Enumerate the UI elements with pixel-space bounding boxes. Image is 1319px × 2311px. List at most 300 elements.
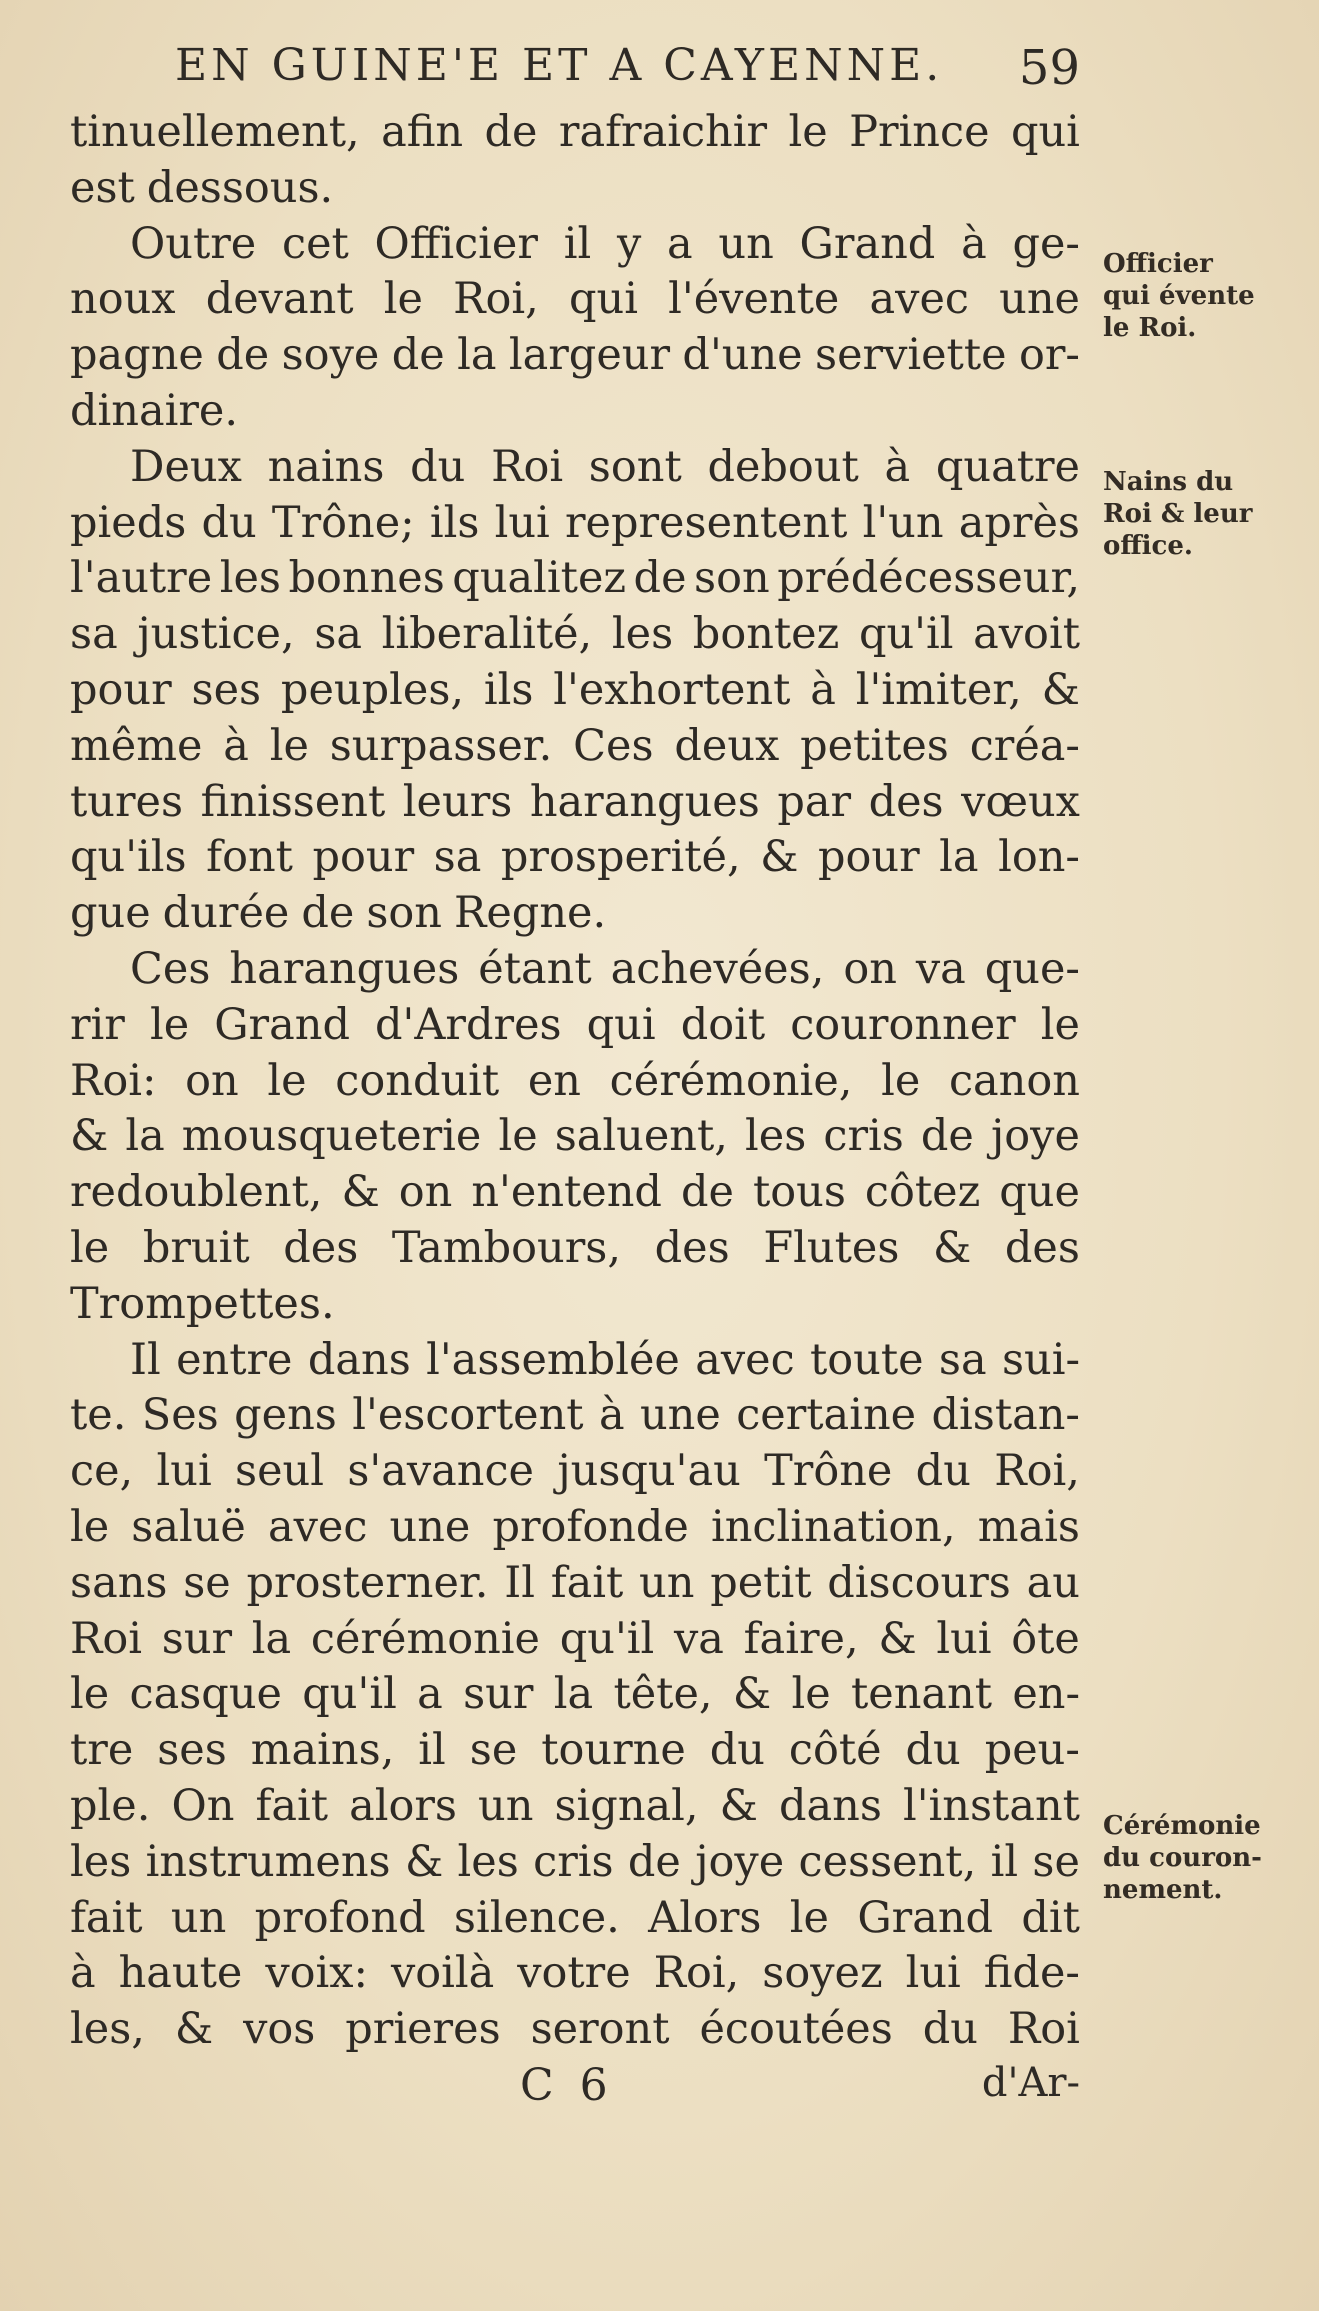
margin-note-line: Roi & leur: [1103, 499, 1253, 529]
word: créa-: [969, 720, 1080, 771]
word: ils: [483, 664, 534, 715]
word: soye: [281, 330, 380, 381]
word: silence.: [453, 1892, 620, 1943]
word: sa: [70, 609, 118, 660]
word: fait: [550, 1557, 624, 1608]
word: une: [639, 1390, 721, 1441]
word: des: [868, 776, 944, 827]
word: profond: [254, 1892, 426, 1943]
word: fide-: [983, 1948, 1080, 1999]
word: peu-: [984, 1725, 1080, 1776]
word: n'entend: [471, 1167, 662, 1218]
word: Grand: [857, 1892, 994, 1943]
word: dit: [1021, 1892, 1080, 1943]
word: on: [843, 943, 897, 994]
word: signal,: [554, 1780, 699, 1831]
word: des: [283, 1222, 359, 1273]
word: la: [939, 832, 979, 883]
word: Grand: [799, 218, 936, 269]
word: joye: [695, 1836, 785, 1887]
word: sur: [463, 1669, 534, 1720]
margin-note-line: Officier: [1103, 249, 1213, 279]
word: d'Ardres: [375, 999, 562, 1050]
word: deux: [674, 720, 780, 771]
text-line: [70, 105, 1080, 161]
word: bontez: [692, 609, 840, 660]
word: prédécesseur,: [777, 553, 1080, 604]
word: l'un: [862, 497, 944, 548]
word: à: [598, 1390, 625, 1441]
word: du: [915, 1446, 971, 1497]
word: une: [999, 274, 1080, 325]
word: Prince: [849, 107, 990, 157]
word: le: [789, 1892, 829, 1943]
word: tourne: [541, 1725, 686, 1776]
word: tinuellement,: [70, 107, 360, 157]
word: de: [301, 888, 355, 939]
word: l'imiter,: [855, 664, 1022, 715]
text-line: [70, 2002, 1080, 2058]
word: les,: [70, 2004, 145, 2055]
word: cérémonie,: [609, 1055, 853, 1106]
word: fait: [70, 1892, 143, 1943]
word: toute: [809, 1334, 924, 1385]
word: votre: [517, 1948, 631, 1999]
word: saluent,: [554, 1111, 728, 1162]
word: du: [922, 2004, 978, 2055]
word: profonde: [492, 1501, 689, 1552]
word: joye: [990, 1111, 1080, 1162]
word: &: [732, 1669, 772, 1720]
text-line: [70, 1835, 1080, 1891]
word: que-: [984, 943, 1080, 994]
text-line: [70, 942, 1080, 998]
word: discours: [827, 1557, 1011, 1608]
word: se: [1032, 1836, 1080, 1887]
word: vos: [243, 2004, 316, 2055]
body-text: [70, 105, 1080, 2058]
word: Roi: [491, 441, 564, 492]
word: Il: [130, 1334, 161, 1385]
word: le: [70, 1669, 110, 1720]
word: mousqueterie: [181, 1111, 482, 1162]
word: à: [70, 1948, 96, 1999]
word: de: [627, 1836, 681, 1887]
word: Tambours,: [391, 1222, 622, 1273]
word: le: [149, 999, 190, 1050]
word: &: [341, 1167, 380, 1218]
word: l'exhortent: [553, 664, 791, 715]
margin-note-nains: [1103, 466, 1252, 562]
word: Roi: [70, 1613, 143, 1664]
word: y: [616, 218, 642, 269]
word: un: [478, 1780, 534, 1831]
word: Trône: [764, 1446, 893, 1497]
word: tête,: [613, 1669, 713, 1720]
word: &: [174, 2004, 214, 2055]
text-line: [70, 719, 1080, 775]
word: ce,: [70, 1446, 134, 1497]
word: en: [527, 1055, 582, 1106]
word: pour: [817, 832, 920, 883]
word: cérémonie: [310, 1613, 540, 1664]
word: il: [990, 1836, 1019, 1887]
word: Roi,: [994, 1446, 1080, 1497]
word: gue: [70, 888, 151, 939]
word: le: [498, 1111, 538, 1162]
text-line: [70, 1109, 1080, 1165]
word: du: [709, 1725, 765, 1776]
word: serviette: [815, 330, 1007, 381]
word: mains,: [250, 1725, 395, 1776]
text-line: [70, 217, 1080, 273]
word: largeur: [508, 330, 671, 381]
word: or-: [1018, 330, 1080, 381]
word: à: [961, 218, 987, 269]
word: Regne.: [453, 888, 607, 939]
word: Ses: [141, 1390, 219, 1441]
word: écoutées: [699, 2004, 893, 2055]
text-line: [70, 1556, 1080, 1612]
signature-mark: C 6: [520, 2060, 614, 2111]
word: que: [999, 1167, 1080, 1218]
word: de: [920, 1111, 974, 1162]
word: quatre: [935, 441, 1080, 492]
word: Roi,: [653, 1948, 740, 1999]
word: à: [884, 441, 911, 492]
word: petit: [710, 1557, 812, 1608]
word: qu'il: [858, 609, 954, 660]
word: étant: [478, 943, 592, 994]
word: nains: [267, 441, 385, 492]
word: le: [267, 1055, 307, 1106]
word: gens: [234, 1390, 337, 1441]
text-line: [70, 830, 1080, 886]
word: canon: [948, 1055, 1080, 1106]
margin-note-ceremonie: [1103, 1810, 1262, 1906]
word: prieres: [345, 2004, 501, 2055]
word: l'escortent: [352, 1390, 584, 1441]
word: pagne: [70, 330, 204, 381]
word: par: [777, 776, 852, 827]
word: representent: [564, 497, 848, 548]
word: &: [1041, 664, 1080, 715]
word: son: [694, 553, 770, 604]
word: au: [1026, 1557, 1080, 1608]
word: le: [70, 1222, 110, 1273]
word: &: [404, 1836, 444, 1887]
word: la: [457, 330, 497, 381]
word: le: [383, 274, 423, 325]
word: harangues: [229, 943, 460, 994]
margin-note-officier: [1103, 248, 1255, 344]
word: il: [563, 218, 592, 269]
word: sur: [161, 1613, 233, 1664]
word: les: [70, 1836, 132, 1887]
word: à: [810, 664, 836, 715]
word: te.: [70, 1390, 127, 1441]
word: un: [639, 1557, 695, 1608]
word: sans: [70, 1557, 168, 1608]
word: Roi,: [453, 274, 539, 325]
page-number: 59: [1018, 40, 1080, 96]
word: alors: [349, 1780, 457, 1831]
word: dessous.: [146, 162, 334, 213]
word: devant: [205, 274, 354, 325]
word: d'une: [682, 330, 803, 381]
word: pour: [70, 664, 172, 715]
word: bonnes: [288, 553, 445, 604]
margin-note-line: qui évente: [1103, 281, 1255, 311]
word: les: [219, 553, 281, 604]
text-line: [70, 886, 1080, 942]
text-line: [70, 1054, 1080, 1110]
word: noux: [70, 274, 176, 325]
text-line: [70, 384, 1080, 440]
word: même: [70, 720, 203, 771]
word: tous: [752, 1167, 846, 1218]
word: Ces: [573, 720, 654, 771]
text-line: [70, 1667, 1080, 1723]
word: pieds: [70, 497, 187, 548]
word: instrumens: [145, 1836, 391, 1887]
word: se: [183, 1557, 231, 1608]
word: &: [933, 1222, 972, 1273]
word: durée: [162, 888, 290, 939]
word: sa: [433, 832, 482, 883]
text-line: [70, 496, 1080, 552]
word: justice,: [137, 609, 295, 660]
word: voix:: [265, 1948, 368, 1999]
margin-note-line: nement.: [1103, 1875, 1223, 1905]
word: distan-: [931, 1390, 1080, 1441]
word: haute: [118, 1948, 243, 1999]
word: avoit: [973, 609, 1080, 660]
margin-note-line: Cérémonie: [1103, 1811, 1261, 1841]
word: saluë: [131, 1501, 246, 1552]
word: de: [216, 330, 270, 381]
word: Roi:: [70, 1055, 157, 1106]
text-line: [70, 1277, 1080, 1333]
word: voilà: [390, 1948, 495, 1999]
word: les: [457, 1836, 519, 1887]
word: le: [70, 1501, 110, 1552]
text-line: [70, 1444, 1080, 1500]
word: lui: [905, 1948, 961, 1999]
word: lui: [494, 497, 550, 548]
word: soyez: [762, 1948, 883, 1999]
word: jusqu'au: [557, 1446, 741, 1497]
word: qualitez: [452, 553, 627, 604]
word: ils: [429, 497, 480, 548]
word: a: [667, 218, 693, 269]
word: afin: [381, 107, 464, 157]
word: lon-: [998, 832, 1080, 883]
word: Outre: [130, 218, 257, 269]
text-line: [70, 440, 1080, 496]
word: mais: [977, 1501, 1080, 1552]
word: rafraichir: [558, 107, 768, 157]
word: Roi: [1007, 2004, 1080, 2055]
word: harangues: [529, 776, 760, 827]
word: qui: [1010, 107, 1080, 157]
text-line: [70, 1946, 1080, 2002]
word: &: [760, 832, 799, 883]
word: tenant: [850, 1669, 993, 1720]
word: les: [745, 1111, 807, 1162]
word: ses: [191, 664, 262, 715]
text-line: [70, 1612, 1080, 1668]
word: dinaire.: [70, 385, 239, 436]
word: sui-: [1001, 1334, 1080, 1385]
word: Trône;: [271, 497, 415, 548]
word: Ces: [130, 943, 211, 994]
word: avec: [869, 274, 969, 325]
word: tures: [70, 776, 184, 827]
text-line: [70, 1221, 1080, 1277]
word: des: [654, 1222, 730, 1273]
word: ge-: [1012, 218, 1080, 269]
word: Alors: [648, 1892, 762, 1943]
text-line: [70, 1500, 1080, 1556]
word: qui: [569, 274, 638, 325]
word: &: [719, 1780, 758, 1831]
word: du: [905, 1725, 961, 1776]
word: fait: [255, 1780, 329, 1831]
word: prosterner.: [246, 1557, 489, 1608]
word: avec: [695, 1334, 795, 1385]
word: pour: [312, 832, 415, 883]
word: redoublent,: [70, 1167, 323, 1218]
word: l'instant: [902, 1780, 1080, 1831]
word: leurs: [402, 776, 513, 827]
word: en-: [1012, 1669, 1080, 1720]
word: son: [366, 888, 442, 939]
word: Trompettes.: [70, 1278, 335, 1329]
word: cris: [533, 1836, 614, 1887]
word: l'autre: [70, 553, 213, 604]
word: après: [958, 497, 1080, 548]
word: il: [418, 1725, 446, 1776]
text-line: [70, 1388, 1080, 1444]
word: on: [185, 1055, 239, 1106]
word: côtez: [864, 1167, 981, 1218]
word: &: [70, 1111, 109, 1162]
word: sa: [938, 1334, 987, 1385]
word: certaine: [736, 1390, 917, 1441]
text-line: [70, 272, 1080, 328]
word: rir: [70, 999, 125, 1050]
word: un: [718, 218, 774, 269]
word: Officier: [374, 218, 538, 269]
word: la: [553, 1669, 594, 1720]
word: les: [611, 609, 674, 660]
word: la: [251, 1613, 292, 1664]
word: seul: [235, 1446, 324, 1497]
word: le: [881, 1055, 921, 1106]
word: qu'il: [559, 1613, 655, 1664]
word: l'évente: [668, 274, 840, 325]
word: qu'ils: [70, 832, 187, 883]
word: le: [788, 107, 828, 157]
word: Flutes: [763, 1222, 900, 1273]
word: va: [915, 943, 966, 994]
page-footer: [70, 2060, 1080, 2120]
word: seront: [530, 2004, 670, 2055]
text-line: [70, 1333, 1080, 1389]
word: surpasser.: [329, 720, 553, 771]
word: bruit: [142, 1222, 250, 1273]
word: s'avance: [347, 1446, 534, 1497]
text-line: [70, 663, 1080, 719]
word: tre: [70, 1725, 134, 1776]
word: à: [223, 720, 249, 771]
word: sont: [588, 441, 682, 492]
word: côté: [788, 1725, 882, 1776]
word: qu'il: [302, 1669, 397, 1720]
word: sa: [314, 609, 363, 660]
word: ple.: [70, 1780, 151, 1831]
running-title: EN GUINE'E ET A CAYENNE.: [175, 40, 944, 91]
word: Deux: [130, 441, 242, 492]
text-line: [70, 551, 1080, 607]
word: ôte: [1011, 1613, 1080, 1664]
word: de: [680, 1167, 734, 1218]
word: dans: [778, 1780, 882, 1831]
word: du: [201, 497, 257, 548]
word: cris: [823, 1111, 904, 1162]
margin-note-line: du couron-: [1103, 1843, 1262, 1873]
word: un: [170, 1892, 227, 1943]
word: le: [791, 1669, 831, 1720]
word: dans: [307, 1334, 411, 1385]
word: finissent: [200, 776, 386, 827]
word: conduit: [335, 1055, 500, 1106]
word: a: [417, 1669, 443, 1720]
word: lui: [936, 1613, 992, 1664]
word: couronner: [790, 999, 1016, 1050]
word: petites: [800, 720, 949, 771]
word: Il: [504, 1557, 535, 1608]
word: faire,: [743, 1613, 859, 1664]
margin-note-line: le Roi.: [1103, 313, 1197, 343]
word: l'assemblée: [426, 1334, 680, 1385]
word: est: [70, 162, 135, 213]
text-line: [70, 607, 1080, 663]
word: prosperité,: [500, 832, 741, 883]
word: de: [633, 553, 687, 604]
word: vœux: [961, 776, 1080, 827]
word: achevées,: [610, 943, 825, 994]
word: Grand: [214, 999, 350, 1050]
margin-note-line: Nains du: [1103, 467, 1234, 497]
word: on: [398, 1167, 453, 1218]
word: cet: [281, 218, 349, 269]
word: la: [125, 1111, 165, 1162]
word: doit: [680, 999, 766, 1050]
margin-note-line: office.: [1103, 531, 1193, 561]
word: peuples,: [280, 664, 465, 715]
text-line: [70, 1779, 1080, 1835]
page-header: [70, 40, 1080, 110]
word: ses: [157, 1725, 227, 1776]
word: se: [469, 1725, 518, 1776]
word: &: [878, 1613, 917, 1664]
word: du: [410, 441, 466, 492]
word: cessent,: [798, 1836, 977, 1887]
word: va: [673, 1613, 724, 1664]
word: qui: [586, 999, 656, 1050]
